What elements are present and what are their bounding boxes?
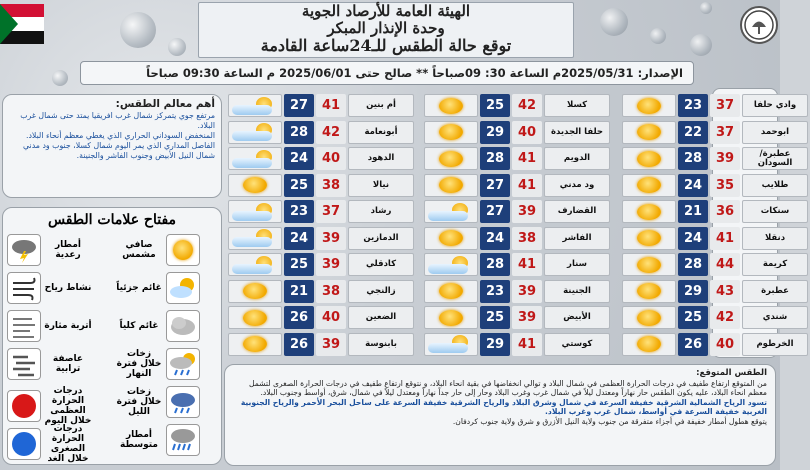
legend-label: غائم كلياً bbox=[119, 321, 159, 331]
max-temp-icon bbox=[7, 390, 41, 422]
sun-icon bbox=[439, 151, 463, 167]
sun-icon bbox=[637, 177, 661, 193]
max-temp: 37 bbox=[316, 200, 346, 223]
partly-cloudy-icon bbox=[428, 203, 474, 221]
wind-icon bbox=[7, 272, 41, 304]
partly-cloudy-icon bbox=[232, 150, 278, 168]
city-name: عطبرة/السودان bbox=[742, 147, 808, 170]
city-row bbox=[228, 121, 416, 144]
city-name: دنقلا bbox=[742, 227, 808, 250]
sun-icon bbox=[637, 283, 661, 299]
notes-paragraph-temperature: من المتوقع ارتفاع طفيف في درجات الحرارة العظمى في شمال البلاد و توالي انخفاضها في بقية انحاء البلاد، و نتوقع ارتفاع طفيف في درجات الحرارة الصغرى لتشمل معظم انحاء البلاد، عليه يكون الطقس حار نهاراً ومعتدل ليلاً في شمال غرب وغرب البلاد وحار إلى حار جداً نهاراً ومعتدل ليلاً في شمال، شرق، أواسط وجنوب البلاد. bbox=[249, 378, 767, 398]
min-temp-icon bbox=[7, 428, 41, 460]
city-name: رشاد bbox=[348, 200, 414, 223]
max-temp: 39 bbox=[512, 280, 542, 303]
weather-condition bbox=[424, 280, 478, 303]
sun-icon bbox=[637, 310, 661, 326]
weather-condition bbox=[228, 200, 282, 223]
max-temp: 41 bbox=[710, 227, 740, 250]
city-name: حلفا الجديدة bbox=[544, 121, 610, 144]
min-temp: 28 bbox=[480, 253, 510, 276]
weather-condition bbox=[228, 94, 282, 117]
max-temp: 40 bbox=[316, 306, 346, 329]
sun-icon bbox=[439, 98, 463, 114]
legend-item bbox=[7, 272, 92, 304]
weather-condition bbox=[622, 121, 676, 144]
min-temp: 27 bbox=[480, 174, 510, 197]
city-row bbox=[424, 147, 612, 170]
city-name: طلايب bbox=[742, 174, 808, 197]
min-temp: 28 bbox=[480, 147, 510, 170]
min-temp: 25 bbox=[284, 253, 314, 276]
sun-icon bbox=[637, 336, 661, 352]
max-temp: 42 bbox=[710, 306, 740, 329]
min-temp: 24 bbox=[678, 227, 708, 250]
partly-cloudy-icon bbox=[232, 97, 278, 115]
min-temp: 23 bbox=[480, 280, 510, 303]
weather-condition bbox=[228, 147, 282, 170]
city-name: الدويم bbox=[544, 147, 610, 170]
city-row bbox=[622, 306, 810, 329]
max-temp: 40 bbox=[316, 147, 346, 170]
city-name: شندي bbox=[742, 306, 808, 329]
city-row bbox=[424, 94, 612, 117]
sudan-flag-icon bbox=[0, 4, 44, 44]
legend-label: زخات خلال فترة الليل bbox=[116, 387, 162, 417]
min-temp: 25 bbox=[480, 306, 510, 329]
legend-item bbox=[115, 310, 200, 342]
city-row bbox=[228, 200, 416, 223]
header-forecast-title: توقع حالة الطقس للـ24ساعة القادمة bbox=[260, 36, 512, 55]
max-temp: 41 bbox=[512, 253, 542, 276]
min-temp: 29 bbox=[480, 333, 510, 356]
partly-cloudy-icon bbox=[232, 123, 278, 141]
city-name: سنار bbox=[544, 253, 610, 276]
weather-condition bbox=[228, 227, 282, 250]
city-name: ابوحمد bbox=[742, 121, 808, 144]
moderate-rain-icon bbox=[166, 424, 200, 456]
sun-icon bbox=[439, 283, 463, 299]
water-drop bbox=[690, 34, 712, 56]
city-name: الدهود bbox=[348, 147, 414, 170]
min-temp: 29 bbox=[678, 280, 708, 303]
partly-cloudy-icon bbox=[166, 272, 200, 304]
weather-condition bbox=[424, 227, 478, 250]
max-temp: 41 bbox=[512, 333, 542, 356]
weather-condition bbox=[424, 333, 478, 356]
weather-feature-item: الفاصل المداري الذي يمر اليوم شمال كسلا، جنوب ود مدني شمال النيل الأبيض وجنوب الفاشر والجنينة. bbox=[23, 141, 215, 160]
sun-icon bbox=[439, 230, 463, 246]
city-row bbox=[622, 147, 810, 170]
city-name: أم بنين bbox=[348, 94, 414, 117]
sun-icon bbox=[439, 177, 463, 193]
max-temp: 42 bbox=[316, 121, 346, 144]
city-row bbox=[424, 227, 612, 250]
legend-label: غائم جزئياً bbox=[116, 283, 162, 293]
city-name: عطبرة bbox=[742, 280, 808, 303]
partly-cloudy-icon bbox=[232, 229, 278, 247]
sun-icon bbox=[637, 204, 661, 220]
weather-condition bbox=[228, 174, 282, 197]
weather-condition bbox=[622, 333, 676, 356]
max-temp: 36 bbox=[710, 200, 740, 223]
header-subtitle: وحدة الإنذار المبكر bbox=[327, 19, 445, 37]
max-temp: 39 bbox=[512, 200, 542, 223]
legend-label: عاصفة ترابية bbox=[52, 354, 84, 374]
city-row bbox=[622, 333, 810, 356]
min-temp: 29 bbox=[480, 121, 510, 144]
min-temp: 25 bbox=[284, 174, 314, 197]
weather-condition bbox=[622, 147, 676, 170]
legend-item bbox=[115, 272, 200, 304]
report-header bbox=[198, 2, 574, 58]
sun-icon bbox=[637, 257, 661, 273]
weather-features-box bbox=[2, 94, 222, 198]
legend-label: زخات خلال فترة النهار bbox=[116, 349, 162, 379]
notes-paragraph-rain: يتوقع هطول أمطار خفيفة في أجزاء متفرقة من جنوب ولاية النيل الأزرق و شرق ولاية جنوب كردفان. bbox=[452, 416, 767, 426]
city-row bbox=[424, 280, 612, 303]
city-row bbox=[228, 147, 416, 170]
water-drop bbox=[600, 8, 628, 36]
legend-label: أمطار رعدية bbox=[55, 240, 81, 260]
min-temp: 21 bbox=[678, 200, 708, 223]
notes-title: الطقس المتوقع: bbox=[696, 368, 767, 378]
weather-condition bbox=[424, 121, 478, 144]
sun-icon bbox=[166, 234, 200, 266]
weather-condition bbox=[228, 306, 282, 329]
max-temp: 39 bbox=[512, 306, 542, 329]
partly-cloudy-icon bbox=[232, 256, 278, 274]
duststorm-icon bbox=[7, 348, 41, 380]
min-temp: 24 bbox=[284, 147, 314, 170]
legend-title: مفتاح علامات الطقس bbox=[47, 212, 177, 228]
city-row bbox=[228, 174, 416, 197]
city-name: الدمازين bbox=[348, 227, 414, 250]
city-row bbox=[424, 174, 612, 197]
city-row bbox=[424, 121, 612, 144]
min-temp: 27 bbox=[480, 200, 510, 223]
min-temp: 28 bbox=[678, 147, 708, 170]
thunderstorm-icon bbox=[7, 234, 41, 266]
forecast-notes bbox=[224, 364, 776, 466]
weather-condition bbox=[228, 121, 282, 144]
partly-cloudy-icon bbox=[232, 203, 278, 221]
water-drop bbox=[120, 12, 156, 48]
city-row bbox=[424, 253, 612, 276]
max-temp: 42 bbox=[512, 94, 542, 117]
partly-cloudy-icon bbox=[428, 256, 474, 274]
max-temp: 40 bbox=[710, 333, 740, 356]
partly-cloudy-icon bbox=[428, 335, 474, 353]
weather-condition bbox=[622, 227, 676, 250]
sun-icon bbox=[243, 336, 267, 352]
max-temp: 39 bbox=[710, 147, 740, 170]
sun-icon bbox=[243, 177, 267, 193]
weather-condition bbox=[622, 174, 676, 197]
dust-icon bbox=[7, 310, 41, 342]
city-row bbox=[424, 306, 612, 329]
city-row bbox=[424, 200, 612, 223]
legend-item bbox=[115, 234, 200, 266]
city-row bbox=[228, 333, 416, 356]
min-temp: 21 bbox=[284, 280, 314, 303]
min-temp: 27 bbox=[284, 94, 314, 117]
water-drop bbox=[650, 28, 666, 44]
meteorology-logo-icon bbox=[740, 6, 778, 44]
city-name: كوستي bbox=[544, 333, 610, 356]
weather-legend bbox=[2, 207, 222, 465]
weather-condition bbox=[424, 306, 478, 329]
weather-features-title: أهم معالم الطقس: bbox=[115, 98, 215, 110]
max-temp: 41 bbox=[512, 174, 542, 197]
sun-icon bbox=[439, 310, 463, 326]
weather-condition bbox=[622, 253, 676, 276]
min-temp: 24 bbox=[284, 227, 314, 250]
max-temp: 40 bbox=[512, 121, 542, 144]
legend-item bbox=[7, 234, 92, 266]
min-temp: 28 bbox=[678, 253, 708, 276]
max-temp: 41 bbox=[316, 94, 346, 117]
city-row bbox=[622, 280, 810, 303]
max-temp: 41 bbox=[512, 147, 542, 170]
city-name: وادي حلفا bbox=[742, 94, 808, 117]
water-drop bbox=[700, 2, 712, 14]
header-title: الهيئة العامة للأرصاد الجوية bbox=[301, 2, 471, 20]
issue-validity-bar: الإصدار: 2025/05/31م الساعة 30: 09صباحاً ** صالح حتى 2025/06/01 م الساعة 09:30 صباحاً bbox=[80, 61, 694, 85]
city-name: الفاشر bbox=[544, 227, 610, 250]
min-temp: 23 bbox=[678, 94, 708, 117]
water-drop bbox=[52, 70, 68, 86]
weather-condition bbox=[622, 306, 676, 329]
city-row bbox=[228, 94, 416, 117]
sun-icon bbox=[439, 124, 463, 140]
min-temp: 25 bbox=[678, 306, 708, 329]
legend-label: أمطار متوسطة bbox=[120, 430, 158, 450]
sun-icon bbox=[637, 124, 661, 140]
city-row bbox=[622, 121, 810, 144]
sun-icon bbox=[637, 151, 661, 167]
weather-condition bbox=[622, 280, 676, 303]
weather-condition bbox=[228, 253, 282, 276]
sun-icon bbox=[637, 98, 661, 114]
sun-icon bbox=[243, 310, 267, 326]
city-name: الجنينة bbox=[544, 280, 610, 303]
max-temp: 39 bbox=[316, 333, 346, 356]
city-row bbox=[228, 227, 416, 250]
city-row bbox=[622, 174, 810, 197]
weather-feature-item: المنخفض السوداني الحراري الذي يغطي معظم أنحاء البلاد. bbox=[25, 131, 215, 140]
legend-item bbox=[7, 386, 92, 426]
max-temp: 44 bbox=[710, 253, 740, 276]
city-name: الضعين bbox=[348, 306, 414, 329]
city-name: زالنجي bbox=[348, 280, 414, 303]
city-row bbox=[622, 253, 810, 276]
legend-label: أتربة مثارة bbox=[44, 321, 92, 331]
min-temp: 26 bbox=[284, 306, 314, 329]
legend-label: نشاط رياح bbox=[44, 283, 92, 293]
max-temp: 39 bbox=[316, 227, 346, 250]
day-showers-icon bbox=[166, 348, 200, 380]
min-temp: 26 bbox=[284, 333, 314, 356]
legend-label: درجات الحرارة العظمى خلال اليوم bbox=[44, 386, 92, 426]
min-temp: 26 bbox=[678, 333, 708, 356]
weather-condition bbox=[424, 174, 478, 197]
city-name: الأبيض bbox=[544, 306, 610, 329]
night-showers-icon bbox=[166, 386, 200, 418]
sun-icon bbox=[243, 283, 267, 299]
legend-item bbox=[115, 424, 200, 456]
max-temp: 39 bbox=[316, 253, 346, 276]
weather-condition bbox=[228, 333, 282, 356]
max-temp: 37 bbox=[710, 121, 740, 144]
weather-condition bbox=[622, 200, 676, 223]
max-temp: 38 bbox=[512, 227, 542, 250]
legend-item bbox=[7, 310, 92, 342]
city-name: ود مدني bbox=[544, 174, 610, 197]
weather-condition bbox=[424, 200, 478, 223]
city-name: كادقلي bbox=[348, 253, 414, 276]
min-temp: 24 bbox=[480, 227, 510, 250]
max-temp: 38 bbox=[316, 174, 346, 197]
cloudy-icon bbox=[166, 310, 200, 342]
city-row bbox=[622, 227, 810, 250]
weather-feature-item: مرتفع جوي يتمركز شمال غرب افريقيا يمتد حتى شمال غرب البلاد. bbox=[20, 111, 215, 130]
weather-condition bbox=[424, 253, 478, 276]
city-row bbox=[228, 280, 416, 303]
max-temp: 37 bbox=[710, 94, 740, 117]
city-name: الخرطوم bbox=[742, 333, 808, 356]
weather-condition bbox=[424, 147, 478, 170]
city-row bbox=[622, 94, 810, 117]
min-temp: 23 bbox=[284, 200, 314, 223]
city-name: القضارف bbox=[544, 200, 610, 223]
sun-icon bbox=[637, 230, 661, 246]
min-temp: 25 bbox=[480, 94, 510, 117]
weather-condition bbox=[424, 94, 478, 117]
legend-item bbox=[115, 386, 200, 418]
min-temp: 22 bbox=[678, 121, 708, 144]
legend-item bbox=[7, 348, 92, 380]
city-row bbox=[622, 200, 810, 223]
city-row bbox=[424, 333, 612, 356]
max-temp: 35 bbox=[710, 174, 740, 197]
max-temp: 38 bbox=[316, 280, 346, 303]
city-name: نيالا bbox=[348, 174, 414, 197]
city-name: سنكات bbox=[742, 200, 808, 223]
city-name: بابنوسة bbox=[348, 333, 414, 356]
legend-item bbox=[7, 424, 92, 464]
legend-item bbox=[115, 348, 200, 380]
legend-label: صافي مشمس bbox=[122, 240, 156, 260]
city-row bbox=[228, 306, 416, 329]
min-temp: 24 bbox=[678, 174, 708, 197]
city-row bbox=[228, 253, 416, 276]
weather-condition bbox=[622, 94, 676, 117]
water-drop bbox=[168, 38, 186, 56]
city-name: كسلا bbox=[544, 94, 610, 117]
legend-label: درجات الحرارة الصغرى خلال الغد bbox=[47, 424, 89, 464]
city-name: أبونعامة bbox=[348, 121, 414, 144]
max-temp: 43 bbox=[710, 280, 740, 303]
city-name: كريمة bbox=[742, 253, 808, 276]
notes-paragraph-winds: تسود الرياح الشمالية الشرقية خفيفة السرعة في شمال وشرق البلاد والرياح الشرقية خفيفة السرعة على ساحل البحر الأحمر والرياح الجنوبية الغربية خفيفة السرعة في أواسط، شمال غرب وغرب البلاد. bbox=[240, 397, 767, 417]
weather-condition bbox=[228, 280, 282, 303]
min-temp: 28 bbox=[284, 121, 314, 144]
